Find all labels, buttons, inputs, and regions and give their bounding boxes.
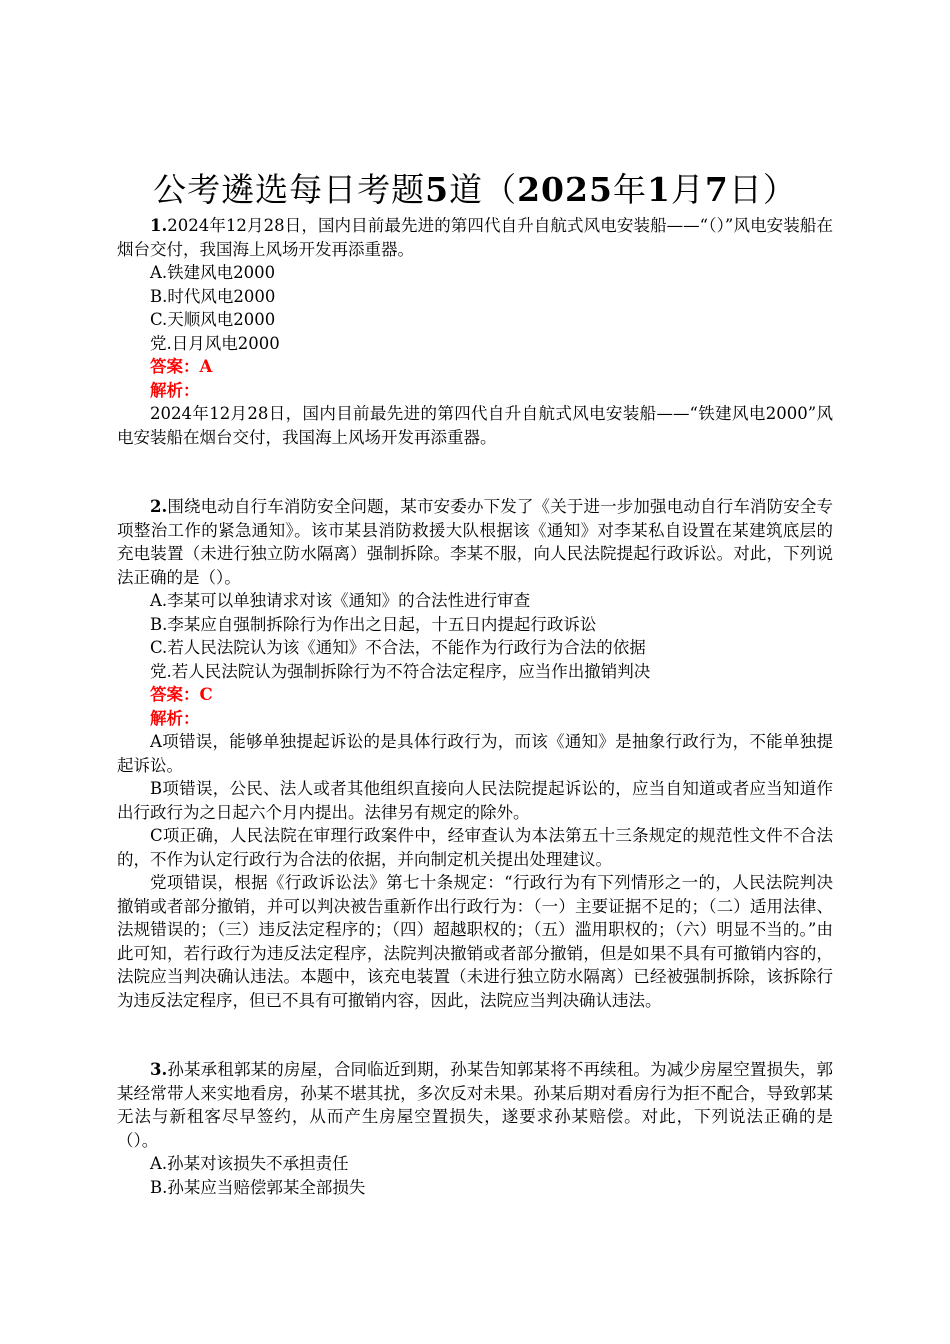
option-b: B.时代风电2000 — [150, 286, 276, 306]
option-c: C.天顺风电2000 — [150, 310, 276, 329]
analysis-label: 解析： — [150, 708, 200, 728]
explanation-paragraph: A项错误，能够单独提起诉讼的是具体行政行为，而该《通知》是抽象行政行为，不能单独提起诉讼。 — [117, 732, 833, 775]
analysis-label: 解析： — [150, 380, 200, 400]
answer-line: 答案：A — [150, 357, 213, 376]
explanation-paragraph: B项错误，公民、法人或者其他组织直接向人民法院提起诉讼的，应当自知道或者应当知道作出行政行为之日起六个月内提出。法律另有规定的除外。 — [117, 779, 833, 822]
spacer — [117, 1012, 833, 1035]
option-b: B.孙某应当赔偿郭某全部损失 — [150, 1177, 366, 1197]
explanation-paragraph: 2024年12月28日，国内目前最先进的第四代自升自航式风电安装船——“铁建风电2000”风电安装船在烟台交付，我国海上风场开发再添重器。 — [117, 404, 833, 447]
question-stem: 2.围绕电动自行车消防安全问题，某市安委办下发了《关于进一步加强电动自行车消防安全专项整治工作的紧急通知》。该市某县消防救援大队根据该《通知》对李某私自设置在某建筑底层的充电装置（未进行独立防水隔离）强制拆除。李某不服，向人民法院提起行政诉讼。对此，下列说法正确的是（）。 — [117, 497, 833, 587]
option-a: A.李某可以单独请求对该《通知》的合法性进行审查 — [150, 591, 531, 610]
explanation-paragraph: 党项错误，根据《行政诉讼法》第七十条规定：“行政行为有下列情形之一的，人民法院判决撤销或者部分撤销，并可以判决被告重新作出行政行为：（一）主要证据不足的；（二）适用法律、法规错误的；（三）违反法定程序的；（四）超越职权的；（五）滥用职权的；（六）明显不当的。”由此可知，若行政行为违反法定程序，法院判决撤销或者部分撤销，但是如果不具有可撤销内容的，法院应当判决确认违法。本题中，该充电装置（未进行独立防水隔离）已经被强制拆除，该拆除行为违反法定程序，但已不具有可撤销内容，因此，法院应当判决确认违法。 — [117, 873, 833, 1010]
page-title: 公考遴选每日考题5道（2025年1月7日） — [153, 170, 797, 209]
spacer — [117, 449, 833, 472]
option-d: 党.若人民法院认为强制拆除行为不符合法定程序，应当作出撤销判决 — [150, 661, 651, 681]
option-a: A.铁建风电2000 — [150, 263, 276, 282]
spacer — [117, 472, 833, 495]
option-d: 党.日月风电2000 — [150, 333, 280, 353]
spacer — [117, 1035, 833, 1058]
option-b: B.李某应自强制拆除行为作出之日起，十五日内提起行政诉讼 — [150, 614, 597, 634]
option-a: A.孙某对该损失不承担责任 — [150, 1154, 349, 1173]
answer-line: 答案：C — [150, 685, 213, 704]
explanation-paragraph: C项正确，人民法院在审理行政案件中，经审查认为本法第五十三条规定的规范性文件不合法的，不作为认定行政行为合法的依据，并向制定机关提出处理建议。 — [117, 826, 833, 869]
option-c: C.若人民法院认为该《通知》不合法，不能作为行政行为合法的依据 — [150, 638, 646, 657]
question-stem: 1.2024年12月28日，国内目前最先进的第四代自升自航式风电安装船——“（）”风电安装船在烟台交付，我国海上风场开发再添重器。 — [117, 216, 833, 259]
document-body — [117, 214, 833, 1199]
question-stem: 3.孙某承租郭某的房屋，合同临近到期，孙某告知郭某将不再续租。为减少房屋空置损失，郭某经常带人来实地看房，孙某不堪其扰，多次反对未果。孙某后期对看房行为拒不配合，导致郭某无法与新租客尽早签约，从而产生房屋空置损失，遂要求孙某赔偿。对此，下列说法正确的是（）。 — [117, 1060, 833, 1150]
